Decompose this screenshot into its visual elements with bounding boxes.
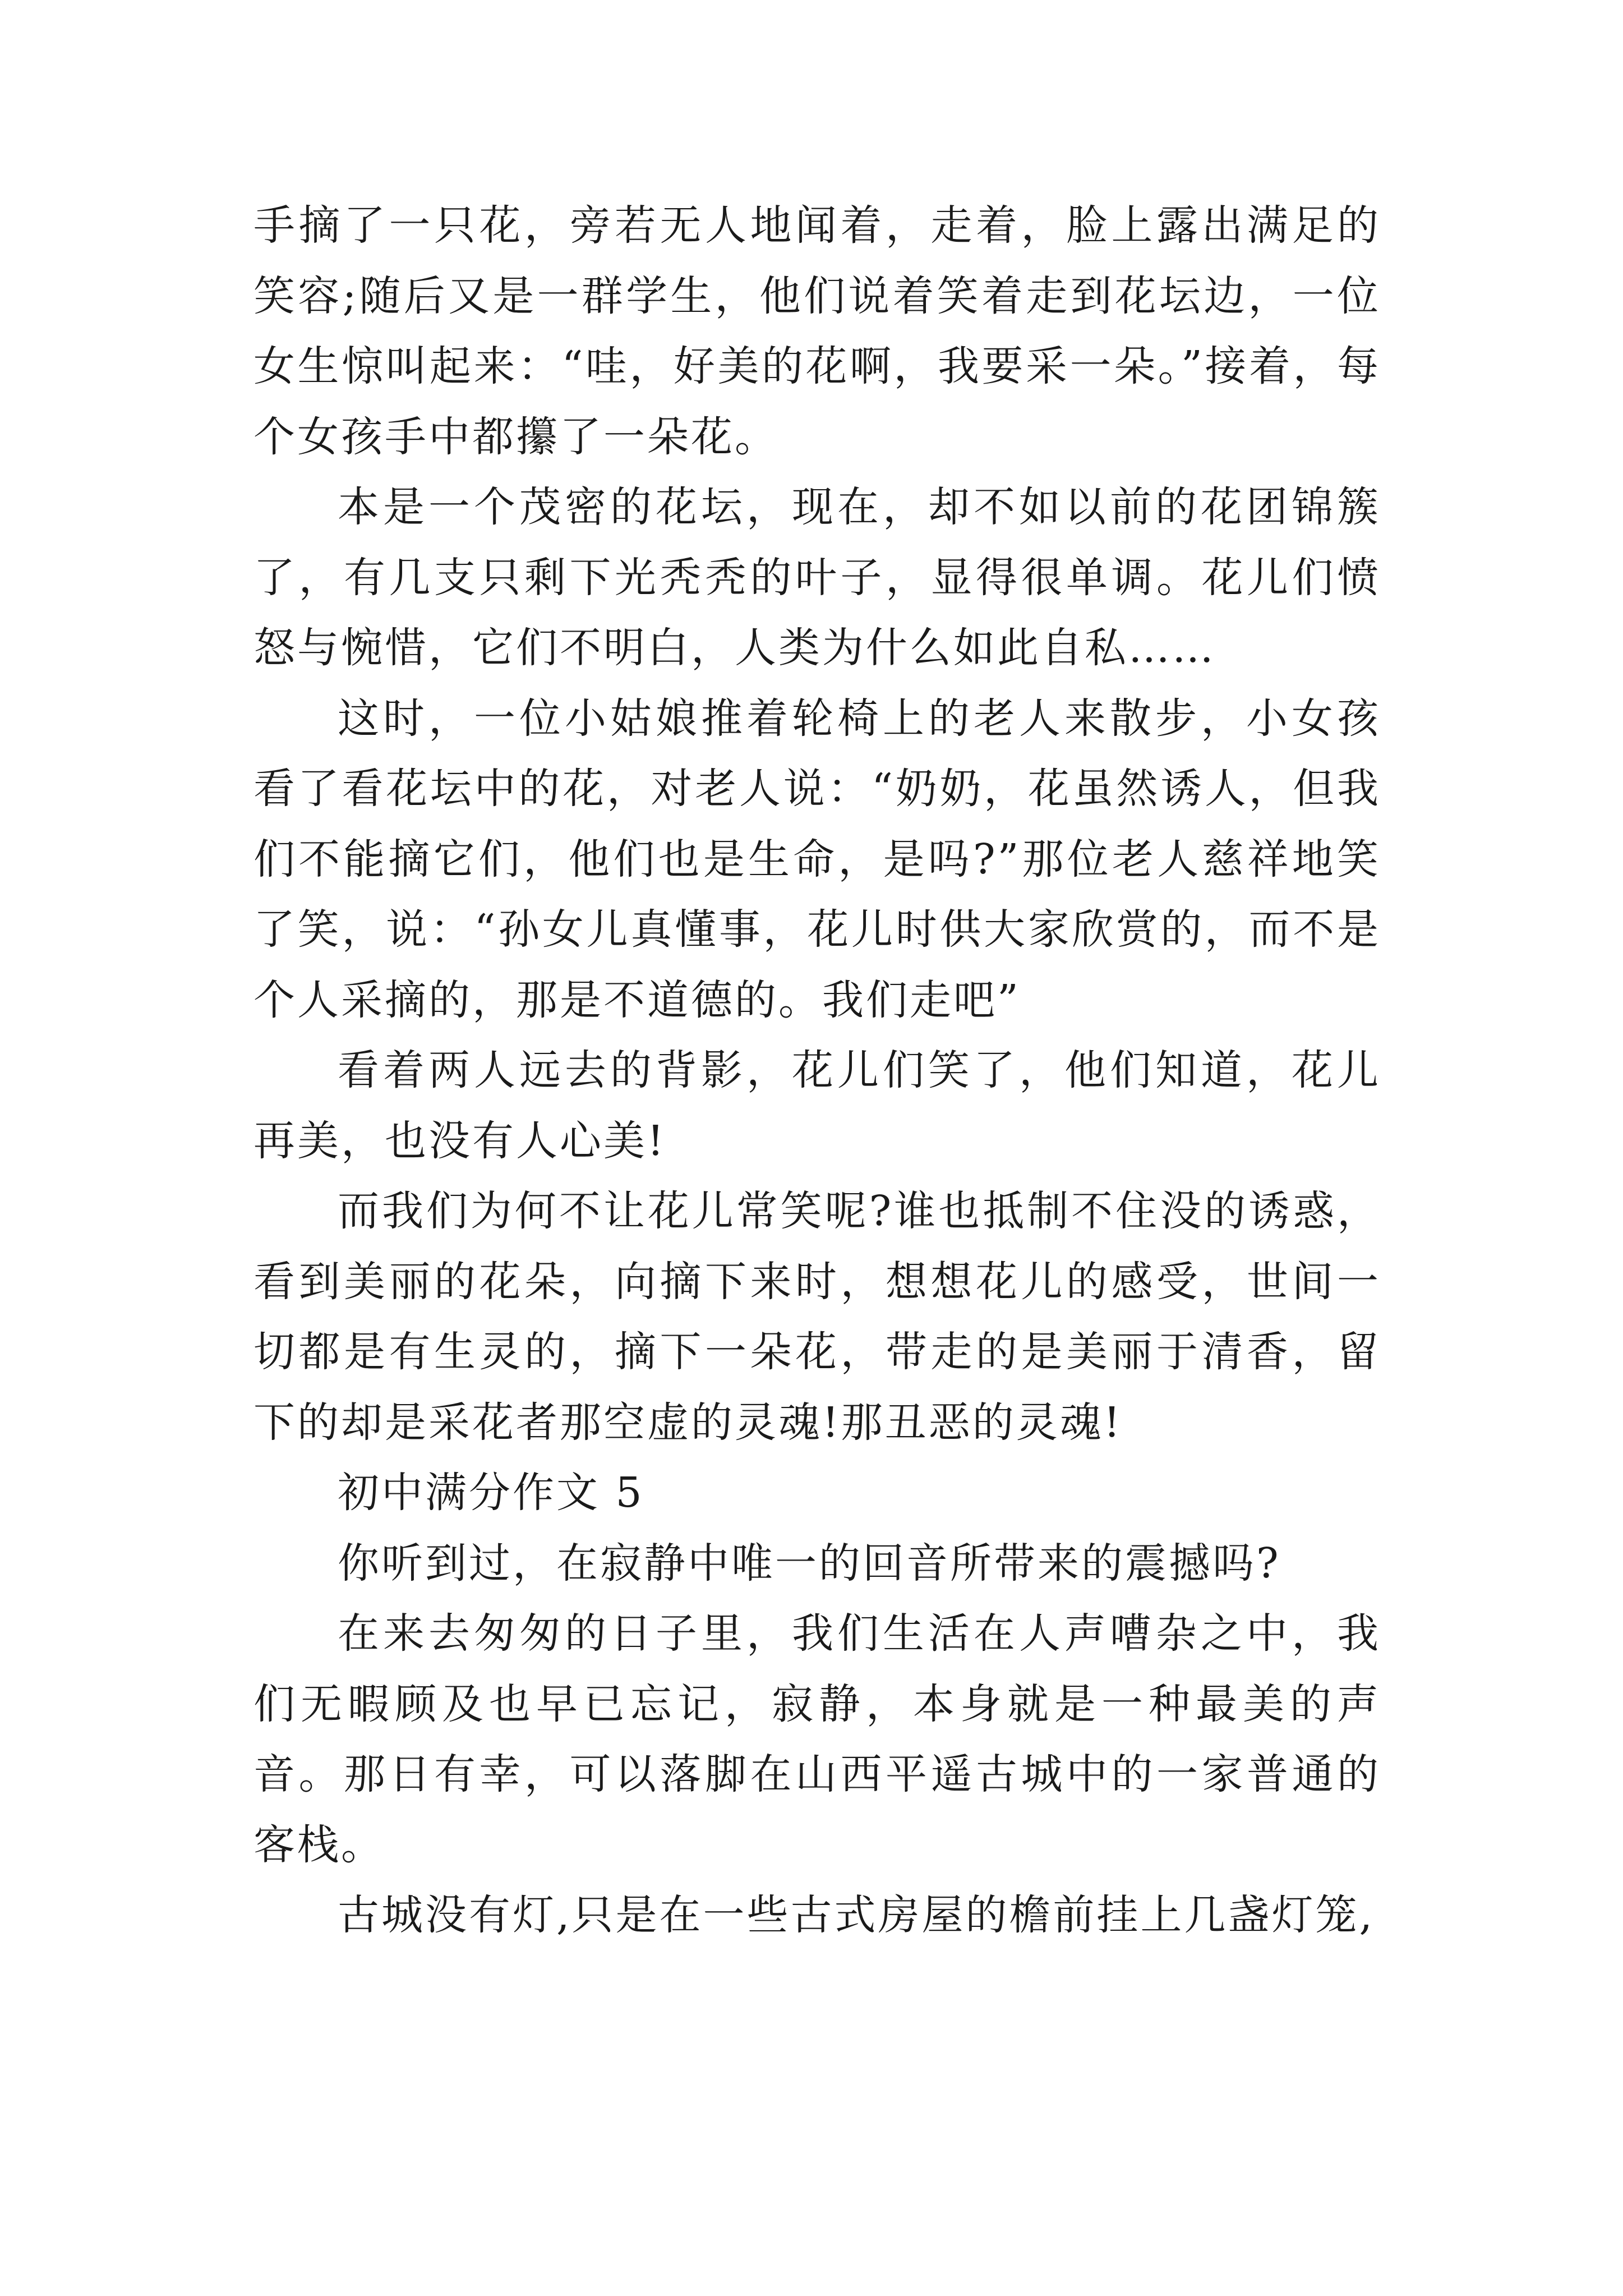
section-title: 初中满分作文 5 bbox=[338, 1469, 644, 1517]
paragraph-3: 这时，一位小姑娘推着轮椅上的老人来散步，小女孩看了看花坛中的花，对老人说：“奶奶，花虽然诱人，但我们不能摘它们，他们也是生命，是吗?”那位老人慈祥地笑了笑，说：“孙女儿真懂事，花儿时供大家欣赏的，而不是个人采摘的，那是不道德的。我们走吧” bbox=[253, 694, 1381, 1024]
section-paragraph-3: 古城没有灯,只是在一些古式房屋的檐前挂上几盏灯笼, bbox=[338, 1891, 1375, 1939]
article-body bbox=[253, 191, 1381, 1951]
section-paragraph-2: 在来去匆匆的日子里，我们生活在人声嘈杂之中，我们无暇顾及也早已忘记，寂静，本身就是一种最美的声音。那日有幸，可以落脚在山西平遥古城中的一家普通的客栈。 bbox=[253, 1609, 1381, 1869]
paragraph-4: 看着两人远去的背影，花儿们笑了，他们知道，花儿再美，也没有人心美! bbox=[253, 1046, 1381, 1165]
paragraph-1: 手摘了一只花，旁若无人地闻着，走着，脸上露出满足的笑容;随后又是一群学生，他们说着笑着走到花坛边，一位女生惊叫起来：“哇，好美的花啊，我要采一朵。”接着，每个女孩手中都攥了一朵花。 bbox=[253, 201, 1381, 461]
section-paragraph-1: 你听到过，在寂静中唯一的回音所带来的震撼吗? bbox=[338, 1539, 1281, 1588]
paragraph-2: 本是一个茂密的花坛，现在，却不如以前的花团锦簇了，有几支只剩下光秃秃的叶子，显得很单调。花儿们愤怒与惋惜，它们不明白，人类为什么如此自私…… bbox=[253, 483, 1381, 672]
paragraph-5: 而我们为何不让花儿常笑呢?谁也抵制不住没的诱惑，看到美丽的花朵，向摘下来时，想想花儿的感受，世间一切都是有生灵的，摘下一朵花，带走的是美丽于清香，留下的却是采花者那空虚的灵魂!那丑恶的灵魂! bbox=[253, 1187, 1381, 1447]
